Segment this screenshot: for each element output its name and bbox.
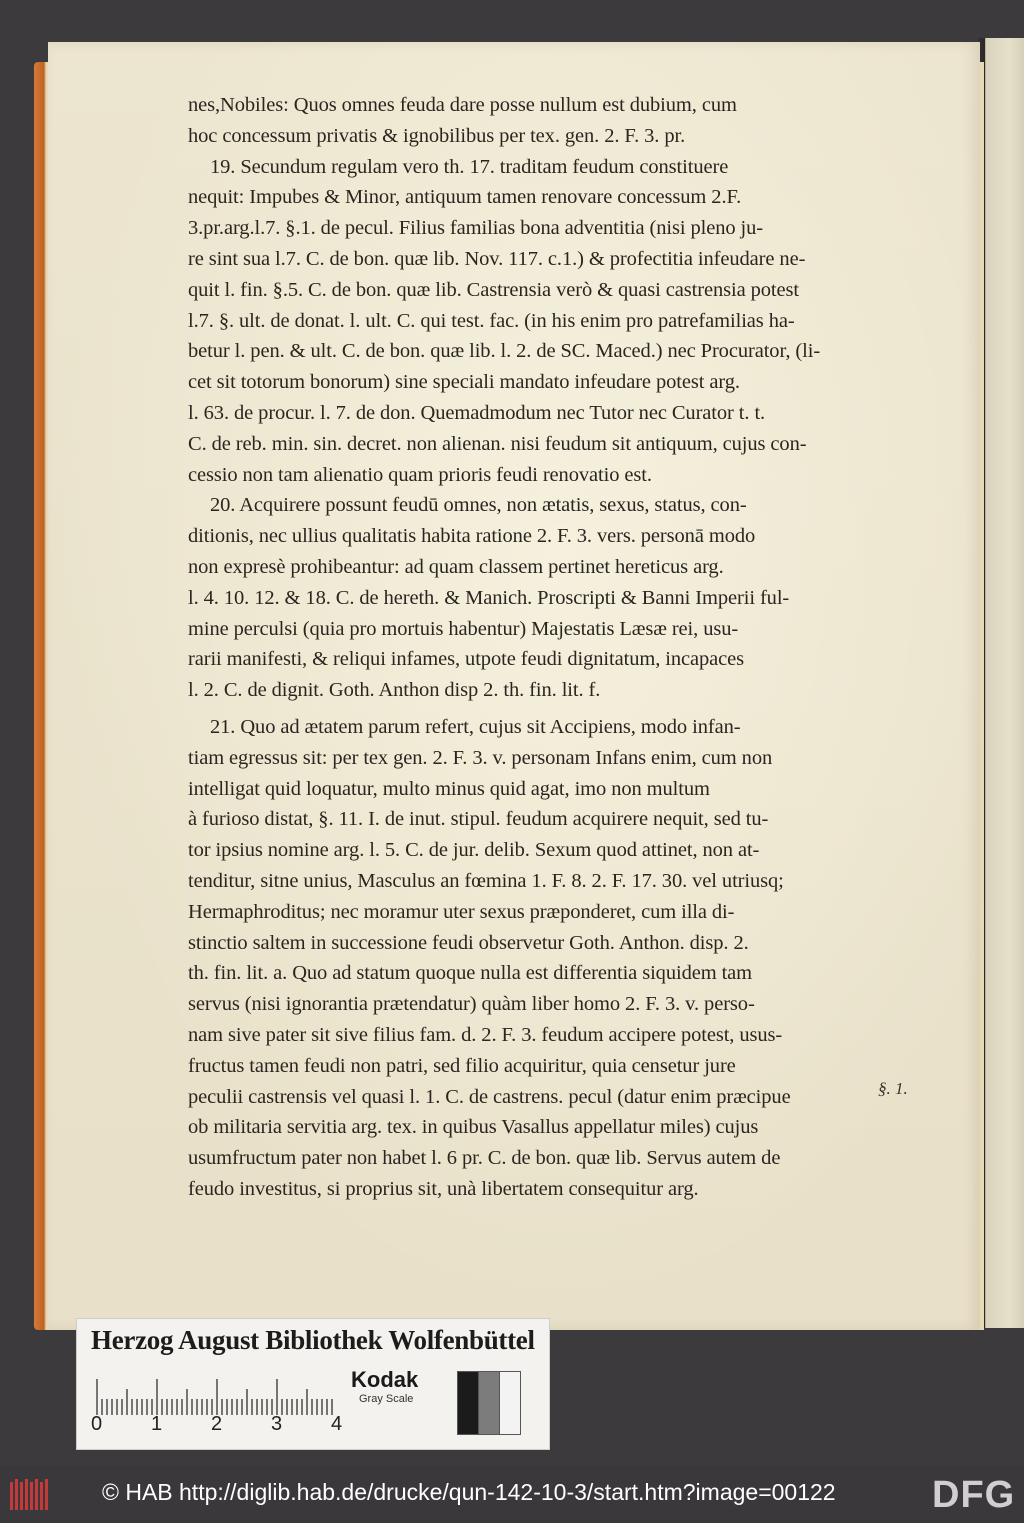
text-line: cet sit totorum bonorum) sine speciali mandato infeudare potest arg. — [188, 371, 740, 394]
kodak-gray-scale-label: Gray Scale — [359, 1393, 414, 1405]
ruler-number: 0 — [91, 1413, 103, 1435]
text-line: tor ipsius nomine arg. l. 5. C. de jur. delib. Sexum quod attinet, non at- — [188, 839, 760, 862]
text-line: 21. Quo ad ætatem parum refert, cujus sit Accipiens, modo infan- — [210, 715, 741, 738]
text-line: intelligat quid loquatur, multo minus quid agat, imo non multum — [188, 777, 710, 800]
text-line: nes,Nobiles: Quos omnes feuda dare posse nullum est dubium, cum — [188, 94, 737, 116]
text-line: rarii manifesti, & reliqui infames, utpote feudi dignitatum, incapaces — [188, 648, 745, 671]
text-line: l. 4. 10. 12. & 18. C. de hereth. & Manich. Proscripti & Banni Imperii ful- — [188, 586, 790, 609]
gray-swatch-dark — [457, 1371, 479, 1435]
text-line: feudo investitus, si proprius sit, unà libertatem consequitur arg. — [188, 1177, 699, 1200]
text-line: hoc concessum privatis & ignobilibus per tex. gen. 2. F. 3. pr. — [188, 124, 686, 147]
text-line: nequit: Impubes & Minor, antiquum tamen renovare concessum 2.F. — [188, 186, 742, 209]
gray-swatch-mid — [478, 1371, 500, 1435]
text-line: servus (nisi ignorantia prætendatur) quàm liber homo 2. F. 3. v. perso- — [188, 993, 755, 1016]
library-name: Herzog August Bibliothek Wolfenbüttel — [91, 1325, 535, 1355]
adjacent-page-edge — [985, 38, 1024, 1328]
ruler-numbers — [87, 1413, 347, 1437]
gray-swatch-light — [499, 1371, 521, 1435]
text-line: tiam egressus sit: per tex gen. 2. F. 3. v. personam Infans enim, cum non — [188, 746, 773, 769]
text-line: usumfructum pater non habet l. 6 pr. C. de bon. quæ lib. Servus autem de — [188, 1147, 781, 1170]
kodak-brand: Kodak — [351, 1367, 419, 1392]
text-line: quit l. fin. §.5. C. de bon. quæ lib. Castrensia verò & quasi castrensia potest — [188, 278, 799, 301]
ruler-number: 2 — [211, 1413, 223, 1435]
text-line: l. 2. C. de dignit. Goth. Anthon disp 2. th. fin. lit. f. — [188, 679, 601, 702]
text-line: non expresè prohibeantur: ad quam classem pertinet hereticus arg. — [188, 555, 724, 578]
ruler-number: 3 — [271, 1413, 283, 1435]
text-line: nam sive pater sit sive filius fam. d. 2. F. 3. feudum accipere potest, usus- — [188, 1023, 783, 1046]
text-line: l.7. §. ult. de donat. l. ult. C. qui test. fac. (in his enim pro patrefamilias ha- — [188, 309, 795, 332]
dfg-logo: DFG — [932, 1474, 1016, 1516]
text-line: peculii castrensis vel quasi l. 1. C. de castrens. pecul (datur enim præcipue — [188, 1085, 791, 1108]
colour-scale-card — [76, 1318, 550, 1450]
text-line: re sint sua l.7. C. de bon. quæ lib. Nov. 117. c.1.) & profectitia infeudare ne- — [188, 247, 806, 270]
text-line: 20. Acquirere possunt feudū omnes, non ætatis, sexus, status, con- — [210, 494, 747, 517]
text-line: 19. Secundum regulam vero th. 17. traditam feudum constituere — [210, 155, 729, 178]
text-line: betur l. pen. & ult. C. de bon. quæ lib. l. 2. de SC. Maced.) nec Procurator, (li- — [188, 340, 821, 363]
ruler-number: 1 — [151, 1413, 163, 1435]
text-line: tenditur, sitne unius, Masculus an fœmina 1. F. 8. 2. F. 17. 30. vel utriusq; — [188, 869, 784, 892]
text-line: C. de reb. min. sin. decret. non alienan. nisi feudum sit antiquum, cujus con- — [188, 432, 807, 455]
page-text — [188, 90, 948, 1205]
text-line: à furioso distat, §. 11. I. de inut. stipul. feudum acquirere nequit, sed tu- — [188, 808, 769, 831]
text-line: mine perculsi (quia pro mortuis habentur) Majestatis Læsæ rei, usu- — [188, 617, 739, 640]
text-line: ditionis, nec ullius qualitatis habita ratione 2. F. 3. vers. personā modo — [188, 525, 756, 548]
catchword: §. 1. — [878, 1079, 908, 1098]
source-link[interactable]: © HAB http://diglib.hab.de/drucke/qun-142-10-3/start.htm?image=00122 — [102, 1479, 836, 1505]
text-line: th. fin. lit. a. Quo ad statum quoque nulla est differentia siquidem tam — [188, 962, 753, 985]
footer-bar — [0, 1466, 1024, 1523]
ruler-number: 4 — [331, 1413, 343, 1435]
ruler-icon — [95, 1377, 335, 1415]
hab-logo-icon — [8, 1476, 50, 1514]
text-line: fructus tamen feudi non patri, sed filio acquiritur, quia censetur jure — [188, 1054, 736, 1077]
text-line: Hermaphroditus; nec moramur uter sexus præponderet, cum illa di- — [188, 900, 735, 923]
text-line: cessio non tam alienatio quam prioris feudi renovatio est. — [188, 463, 652, 486]
text-line: ob militaria servitia arg. tex. in quibus Vasallus appellatur miles) cujus — [188, 1116, 759, 1139]
text-line: 3.pr.arg.l.7. §.1. de pecul. Filius familias bona adventitia (nisi pleno ju- — [188, 217, 764, 240]
text-line: l. 63. de procur. l. 7. de don. Quemadmodum nec Tutor nec Curator t. t. — [188, 401, 766, 424]
text-line: stinctio saltem in successione feudi observetur Goth. Anthon. disp. 2. — [188, 931, 749, 954]
